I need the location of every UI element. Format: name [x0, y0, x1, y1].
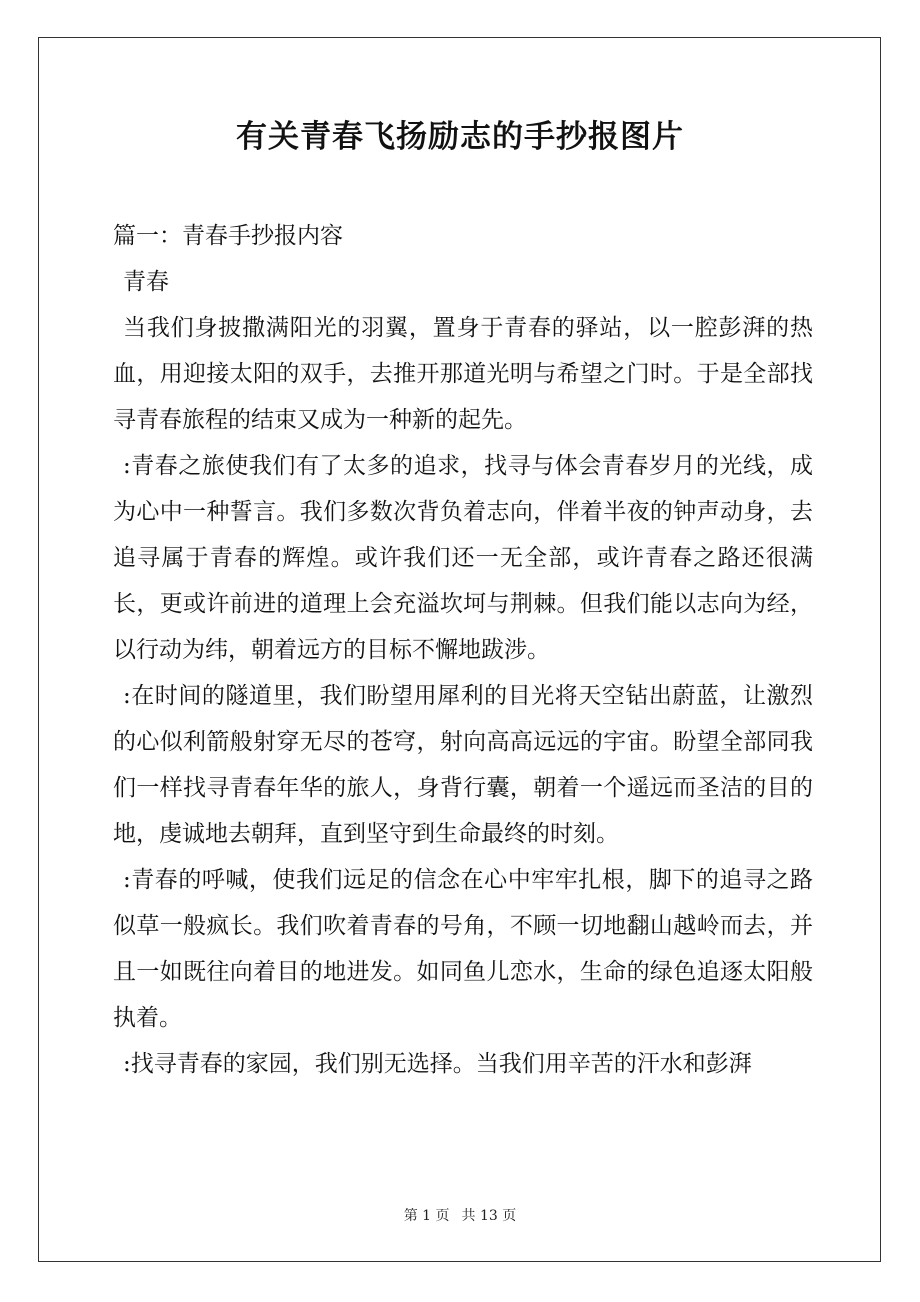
paragraph: 当我们身披撒满阳光的羽翼，置身于青春的驿站，以一腔彭湃的热血，用迎接太阳的双手，去推开那道光明与希望之门时。于是全部找寻青春旅程的结束又成为一种新的起先。: [113, 315, 813, 433]
page-footer: [0, 1205, 920, 1225]
paragraph: :在时间的隧道里，我们盼望用犀利的目光将天空钻出蔚蓝，让激烈的心似利箭般射穿无尽的苍穹，射向高高远远的宇宙。盼望全部同我们一样找寻青春年华的旅人，身背行囊，朝着一个遥远而圣洁的目的地，虔诚地去朝拜，直到坚守到生命最终的时刻。: [113, 683, 813, 847]
paragraph: :找寻青春的家园，我们别无选择。当我们用辛苦的汗水和彭湃: [123, 1051, 752, 1077]
document-body: [113, 213, 813, 1087]
section-heading: 篇一：青春手抄报内容: [113, 223, 343, 249]
paragraph: :青春之旅使我们有了太多的追求，找寻与体会青春岁月的光线，成为心中一种誓言。我们多数次背负着志向，伴着半夜的钟声动身，去追寻属于青春的辉煌。或许我们还一无全部，或许青春之路还很满长，更或许前进的道理上会充溢坎坷与荆棘。但我们能以志向为经，以行动为纬，朝着远方的目标不懈地跋涉。: [113, 453, 813, 663]
document-title: 有关青春飞扬励志的手抄报图片: [236, 119, 684, 155]
sub-title: 青春: [123, 269, 169, 295]
page-total: 共 13 页: [461, 1208, 517, 1224]
paragraph: :青春的呼喊，使我们远足的信念在心中牢牢扎根，脚下的追寻之路似草一般疯长。我们吹着青春的号角，不顾一切地翻山越岭而去，并且一如既往向着目的地进发。如同鱼儿恋水，生命的绿色追逐太阳般执着。: [113, 867, 813, 1031]
page-number: 第 1 页: [403, 1208, 450, 1224]
